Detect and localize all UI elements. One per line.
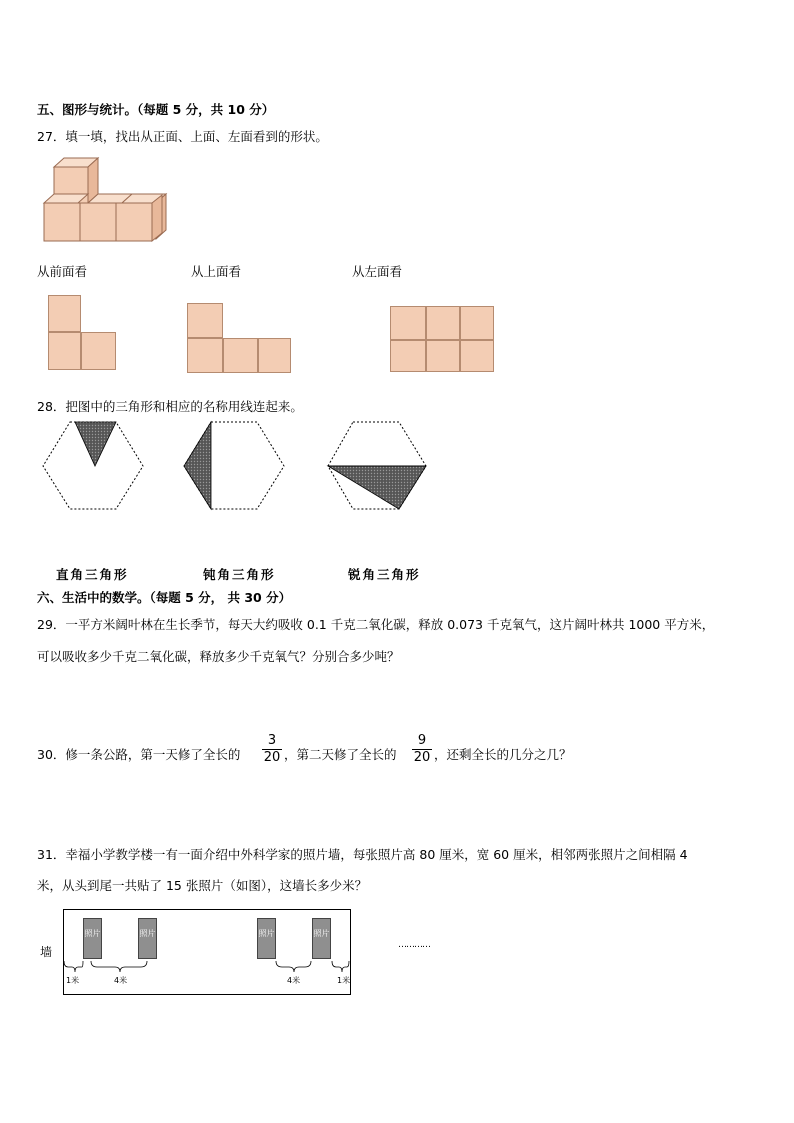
view-square: [81, 332, 116, 370]
question-29-line-2: 可以吸收多少千克二氧化碳，释放多少千克氧气？分别合多少吨？: [37, 649, 400, 664]
cube-stack-figure: [40, 155, 175, 247]
question-30-part-1: 30．修一条公路，第一天修了全长的: [37, 747, 241, 762]
label-right-triangle: 直角三角形: [56, 567, 129, 582]
photo: 照片: [83, 918, 102, 959]
hexagon-1: [43, 422, 143, 509]
ellipsis: …………: [398, 940, 430, 950]
photo: 照片: [138, 918, 157, 959]
view-left-label: 从左面看: [352, 264, 403, 279]
label-obtuse-triangle: 钝角三角形: [203, 567, 276, 582]
question-28-text: 28．把图中的三角形和相应的名称用线连起来。: [37, 399, 303, 414]
question-31-line-1: 31．幸福小学教学楼一有一面介绍中外科学家的照片墙，每张照片高 80 厘米，宽 60 厘米，相邻两张照片之间相隔 4: [37, 847, 688, 862]
photo: 照片: [312, 918, 331, 959]
view-top-label: 从上面看: [191, 264, 242, 279]
dimension-4m-left: 4米: [114, 976, 128, 985]
view-square: [187, 303, 223, 338]
section-6-title: 六、生活中的数学。（每题 5 分， 共 30 分）: [37, 590, 292, 605]
photo: 照片: [257, 918, 276, 959]
view-square: [426, 340, 460, 372]
fraction-denominator: 20: [413, 750, 431, 765]
view-square: [390, 340, 426, 372]
dimension-1m-right: 1米: [337, 976, 351, 985]
hexagon-2: [184, 422, 284, 509]
fraction-3-20: [262, 733, 282, 766]
question-29-line-1: 29．一平方米阔叶林在生长季节，每天大约吸收 0.1 千克二氧化碳，释放 0.073 千克氧气，这片阔叶林共 1000 平方米，: [37, 617, 715, 632]
view-square: [460, 306, 494, 340]
view-square: [223, 338, 258, 373]
fraction-denominator: 20: [263, 750, 281, 765]
question-30-part-3: ，还剩全长的几分之几？: [434, 747, 572, 762]
hexagon-figures: [40, 418, 440, 518]
view-square: [390, 306, 426, 340]
fraction-9-20: [412, 733, 432, 766]
view-square: [258, 338, 291, 373]
question-31-line-2: 米，从头到尾一共贴了 15 张照片（如图），这墙长多少米？: [37, 878, 368, 893]
dimension-4m-right: 4米: [287, 976, 301, 985]
view-square: [426, 306, 460, 340]
view-square: [48, 332, 81, 370]
section-5-title: 五、图形与统计。（每题 5 分，共 10 分）: [37, 102, 275, 117]
label-acute-triangle: 锐角三角形: [348, 567, 421, 582]
dimension-braces: [63, 958, 353, 978]
question-30-part-2: ，第二天修了全长的: [284, 747, 397, 762]
fraction-numerator: 3: [262, 733, 282, 750]
fraction-numerator: 9: [412, 733, 432, 750]
question-27-text: 27．填一填，找出从正面、上面、左面看到的形状。: [37, 129, 328, 144]
hexagon-3: [328, 422, 426, 509]
wall-label: 墙: [40, 945, 53, 959]
wall-frame: [63, 909, 351, 995]
view-front-label: 从前面看: [37, 264, 88, 279]
view-square: [187, 338, 223, 373]
dimension-1m-left: 1米: [66, 976, 80, 985]
view-square: [48, 295, 81, 332]
view-square: [460, 340, 494, 372]
